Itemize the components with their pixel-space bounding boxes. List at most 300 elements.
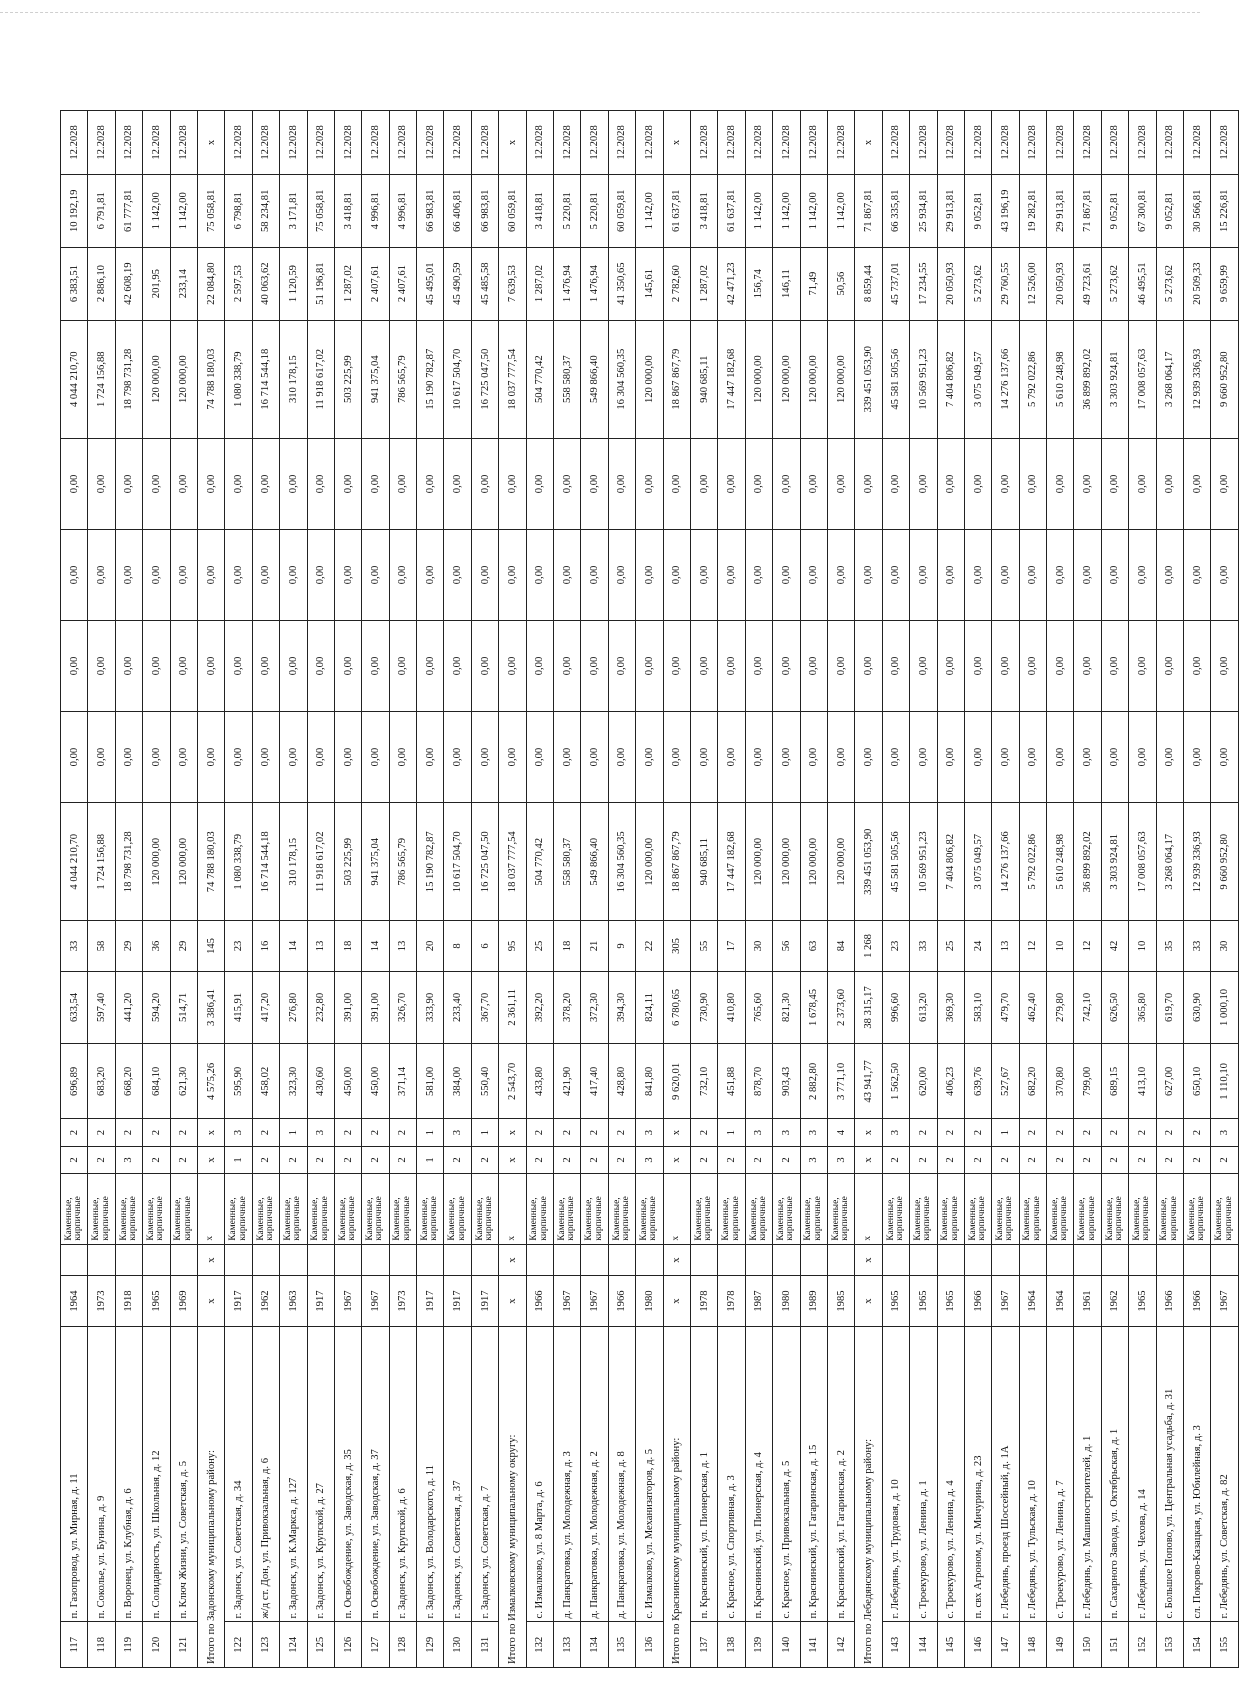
cell-unit-cost: 49 723,61 — [1074, 247, 1101, 320]
cell-fund-regional: 0,00 — [444, 620, 471, 711]
cell-fund-owners: 0,00 — [417, 438, 444, 529]
cell-address: сл. Покрово-Казацкая, ул. Юбилейная, д. 3 — [1184, 1326, 1211, 1622]
cell-total-area: 684,10 — [143, 1044, 170, 1119]
cell-fund-owners: 0,00 — [280, 438, 307, 529]
table-row — [471, 111, 498, 1668]
cell-entrances: 2 — [1047, 1119, 1074, 1146]
cell-living-area: 365,80 — [1129, 971, 1156, 1044]
cell-total-area: 682,20 — [1019, 1044, 1046, 1119]
cell-reconstruction-year — [389, 1244, 416, 1276]
cell-address: с. Измалково, ул. 8 Марта, д. 6 — [526, 1326, 553, 1622]
cell-fund-local: 0,00 — [964, 529, 991, 620]
subtotal-row — [663, 111, 690, 1668]
cell-reconstruction-year — [800, 1244, 827, 1276]
cell-unit-cost: 156,74 — [745, 247, 772, 320]
cell-address: Итого по Краснинскому муниципальному району: — [663, 1326, 690, 1667]
cell-completion-date: 12.2028 — [882, 111, 909, 175]
cell-fund-regional: 0,00 — [1047, 620, 1074, 711]
table-row — [444, 111, 471, 1668]
cell-year-built: 1965 — [910, 1276, 937, 1326]
cell-address: п. Сахарного Завода, ул. Октябрьская, д. 1 — [1101, 1326, 1128, 1622]
cell-unit-cost-limit: 60 059,81 — [608, 174, 635, 247]
cell-reconstruction-year — [170, 1244, 197, 1276]
table-body — [61, 111, 1239, 1668]
cell-total-area: 595,90 — [225, 1044, 252, 1119]
cell-floors: 3 — [636, 1146, 663, 1173]
cell-unit-cost-limit: 1 142,00 — [636, 174, 663, 247]
cell-unit-cost: 46 495,51 — [1129, 247, 1156, 320]
cell-fund-local: 0,00 — [773, 529, 800, 620]
cell-living-area: 626,50 — [1101, 971, 1128, 1044]
cell-reconstruction-year — [608, 1244, 635, 1276]
cell-wall-material: Каменные, кирпичные — [1211, 1174, 1238, 1245]
cell-fund-federal: 0,00 — [115, 712, 142, 803]
cell-row-number: 133 — [554, 1622, 581, 1668]
cell-unit-cost-limit: 5 220,81 — [581, 174, 608, 247]
cell-unit-cost-limit: 19 282,81 — [1019, 174, 1046, 247]
cell-entrances: 2 — [937, 1119, 964, 1146]
cell-unit-cost-limit: 66 983,81 — [417, 174, 444, 247]
cell-unit-cost: 40 063,62 — [252, 247, 279, 320]
cell-residents: 30 — [745, 921, 772, 971]
cell-total-area: 428,80 — [608, 1044, 635, 1119]
cell-residents: 95 — [499, 921, 526, 971]
cell-residents: 24 — [964, 921, 991, 971]
cell-reconstruction-year — [718, 1244, 745, 1276]
cell-fund-federal: 0,00 — [910, 712, 937, 803]
cell-fund-owners: 0,00 — [554, 438, 581, 529]
cell-living-area: 730,90 — [690, 971, 717, 1044]
cell-unit-cost-limit: 1 142,00 — [827, 174, 854, 247]
table-row — [280, 111, 307, 1668]
table-row — [1074, 111, 1101, 1668]
cell-unit-cost: 17 234,55 — [910, 247, 937, 320]
cell-total-cost: 5 610 248,98 — [1047, 803, 1074, 921]
cell-fund-regional: 0,00 — [1019, 620, 1046, 711]
cell-reconstruction-year — [1101, 1244, 1128, 1276]
cell-entrances: 1 — [417, 1119, 444, 1146]
cell-fund-owners: 0,00 — [1156, 438, 1183, 529]
cell-fund-federal: 0,00 — [636, 712, 663, 803]
cell-floors: 2 — [362, 1146, 389, 1173]
cell-total-area: 413,10 — [1129, 1044, 1156, 1119]
cell-reconstruction-year — [88, 1244, 115, 1276]
cell-total-cost: 17 447 182,68 — [718, 803, 745, 921]
cell-total-cost: 504 770,42 — [526, 803, 553, 921]
cell-wall-material: Каменные, кирпичные — [554, 1174, 581, 1245]
cell-year-built: 1966 — [964, 1276, 991, 1326]
cell-completion-date: 12.2028 — [334, 111, 361, 175]
cell-row-number: 155 — [1211, 1622, 1238, 1668]
cell-floors: 1 — [417, 1146, 444, 1173]
cell-residents: 25 — [526, 921, 553, 971]
cell-unit-cost: 5 273,62 — [1101, 247, 1128, 320]
cell-completion-date: 12.2028 — [1211, 111, 1238, 175]
cell-fund-owners: 0,00 — [499, 438, 526, 529]
cell-living-area: 514,71 — [170, 971, 197, 1044]
cell-total-cost: 120 000,00 — [143, 803, 170, 921]
cell-entrances: 1 — [992, 1119, 1019, 1146]
cell-unit-cost-limit: 1 142,00 — [745, 174, 772, 247]
cell-total-cost: 74 788 180,03 — [197, 803, 224, 921]
cell-living-area: 613,20 — [910, 971, 937, 1044]
cell-fund-local: 0,00 — [526, 529, 553, 620]
cell-total-area: 43 941,77 — [855, 1044, 882, 1119]
cell-fund-local: 0,00 — [663, 529, 690, 620]
cell-floors: 2 — [143, 1146, 170, 1173]
cell-fund-owners: 0,00 — [115, 438, 142, 529]
cell-fund-local: 0,00 — [992, 529, 1019, 620]
cell-completion-date: 12.2028 — [800, 111, 827, 175]
cell-entrances: 1 — [718, 1119, 745, 1146]
cell-unit-cost: 2 407,61 — [389, 247, 416, 320]
cell-address: г. Лебедянь, ул. Машиностроителей, д. 1 — [1074, 1326, 1101, 1622]
cell-floors: 3 — [115, 1146, 142, 1173]
cell-completion-date: 12.2028 — [910, 111, 937, 175]
cell-fund-owners: 0,00 — [1047, 438, 1074, 529]
cell-entrances: 3 — [745, 1119, 772, 1146]
cell-reconstruction-year — [910, 1244, 937, 1276]
cell-year-built: x — [855, 1276, 882, 1326]
cell-unit-cost-limit: 66 406,81 — [444, 174, 471, 247]
cell-wall-material: Каменные, кирпичные — [1047, 1174, 1074, 1245]
cell-fund-owners: 0,00 — [910, 438, 937, 529]
cell-fund-owner-contributions: 16 725 047,50 — [471, 320, 498, 438]
cell-unit-cost: 5 273,62 — [964, 247, 991, 320]
cell-address: с. Красное, ул. Спортивная, д. 3 — [718, 1326, 745, 1622]
cell-fund-owners: 0,00 — [718, 438, 745, 529]
cell-total-area: 650,10 — [1184, 1044, 1211, 1119]
cell-fund-owner-contributions: 3 268 064,17 — [1156, 320, 1183, 438]
cell-year-built: 1964 — [1047, 1276, 1074, 1326]
cell-floors: 2 — [307, 1146, 334, 1173]
cell-fund-federal: 0,00 — [1101, 712, 1128, 803]
cell-fund-owners: 0,00 — [307, 438, 334, 529]
cell-fund-regional: 0,00 — [252, 620, 279, 711]
cell-unit-cost-limit: 1 142,00 — [773, 174, 800, 247]
cell-year-built: 1967 — [581, 1276, 608, 1326]
cell-wall-material: Каменные, кирпичные — [745, 1174, 772, 1245]
cell-living-area: 583,10 — [964, 971, 991, 1044]
cell-unit-cost-limit: 6 791,81 — [88, 174, 115, 247]
cell-wall-material: Каменные, кирпичные — [1156, 1174, 1183, 1245]
cell-address: с. Красное, ул. Привокзальная, д. 5 — [773, 1326, 800, 1622]
cell-total-area: 451,88 — [718, 1044, 745, 1119]
cell-living-area: 326,70 — [389, 971, 416, 1044]
cell-completion-date: 12.2028 — [471, 111, 498, 175]
cell-floors: 2 — [471, 1146, 498, 1173]
cell-completion-date: 12.2028 — [280, 111, 307, 175]
cell-wall-material: Каменные, кирпичные — [280, 1174, 307, 1245]
cell-unit-cost-limit: 9 052,81 — [1101, 174, 1128, 247]
cell-wall-material: Каменные, кирпичные — [61, 1174, 88, 1245]
cell-row-number: 132 — [526, 1622, 553, 1668]
cell-fund-local: 0,00 — [608, 529, 635, 620]
cell-completion-date: 12.2028 — [444, 111, 471, 175]
cell-floors: x — [197, 1146, 224, 1173]
cell-entrances: 3 — [225, 1119, 252, 1146]
cell-floors: 2 — [882, 1146, 909, 1173]
cell-fund-owners: 0,00 — [61, 438, 88, 529]
cell-reconstruction-year — [882, 1244, 909, 1276]
cell-fund-local: 0,00 — [1019, 529, 1046, 620]
subtotal-row — [197, 111, 224, 1668]
cell-reconstruction-year — [1156, 1244, 1183, 1276]
cell-year-built: 1967 — [334, 1276, 361, 1326]
cell-year-built: 1966 — [526, 1276, 553, 1326]
cell-fund-local: 0,00 — [334, 529, 361, 620]
cell-wall-material: Каменные, кирпичные — [581, 1174, 608, 1245]
cell-fund-federal: 0,00 — [1047, 712, 1074, 803]
cell-residents: 56 — [773, 921, 800, 971]
cell-total-area: 458,02 — [252, 1044, 279, 1119]
cell-wall-material: Каменные, кирпичные — [690, 1174, 717, 1245]
cell-entrances: 2 — [964, 1119, 991, 1146]
cell-total-cost: 549 866,40 — [581, 803, 608, 921]
cell-floors: 2 — [1101, 1146, 1128, 1173]
cell-total-cost: 12 939 336,93 — [1184, 803, 1211, 921]
cell-address: д. Панкратовка, ул. Молодежная, д. 3 — [554, 1326, 581, 1622]
cell-address: Итого по Лебедянскому муниципальному району: — [855, 1326, 882, 1667]
cell-reconstruction-year — [280, 1244, 307, 1276]
cell-total-area: 878,70 — [745, 1044, 772, 1119]
cell-year-built: 1917 — [307, 1276, 334, 1326]
cell-living-area: 367,70 — [471, 971, 498, 1044]
cell-total-area: 683,20 — [88, 1044, 115, 1119]
cell-fund-local: 0,00 — [1101, 529, 1128, 620]
cell-completion-date: 12.2028 — [1074, 111, 1101, 175]
cell-fund-regional: 0,00 — [937, 620, 964, 711]
cell-fund-local: 0,00 — [499, 529, 526, 620]
cell-address: ж/д ст. Дон, ул. Привокзальная, д. 6 — [252, 1326, 279, 1622]
cell-living-area: 6 780,65 — [663, 971, 690, 1044]
cell-unit-cost: 41 350,65 — [608, 247, 635, 320]
table-row — [307, 111, 334, 1668]
cell-fund-owner-contributions: 120 000,00 — [143, 320, 170, 438]
cell-fund-federal: 0,00 — [882, 712, 909, 803]
cell-total-cost: 16 304 560,35 — [608, 803, 635, 921]
cell-fund-local: 0,00 — [362, 529, 389, 620]
table-row — [773, 111, 800, 1668]
cell-fund-federal: 0,00 — [1129, 712, 1156, 803]
cell-reconstruction-year — [581, 1244, 608, 1276]
cell-unit-cost-limit: 75 058,81 — [197, 174, 224, 247]
table-row — [992, 111, 1019, 1668]
cell-completion-date: 12.2028 — [608, 111, 635, 175]
cell-floors: 2 — [334, 1146, 361, 1173]
cell-address: п. Газопровод, ул. Мирная, д. 11 — [61, 1326, 88, 1622]
cell-fund-owner-contributions: 17 008 057,63 — [1129, 320, 1156, 438]
cell-total-area: 668,20 — [115, 1044, 142, 1119]
cell-unit-cost-limit: 61 637,81 — [718, 174, 745, 247]
table-row — [225, 111, 252, 1668]
cell-completion-date: 12.2028 — [143, 111, 170, 175]
cell-unit-cost: 45 737,01 — [882, 247, 909, 320]
cell-unit-cost-limit: 66 335,81 — [882, 174, 909, 247]
table-row — [1156, 111, 1183, 1668]
cell-address: п. Краснинский, ул. Гагаринская, д. 15 — [800, 1326, 827, 1622]
subtotal-row — [499, 111, 526, 1668]
cell-living-area: 742,10 — [1074, 971, 1101, 1044]
cell-residents: 63 — [800, 921, 827, 971]
cell-wall-material: Каменные, кирпичные — [143, 1174, 170, 1245]
cell-entrances: 2 — [115, 1119, 142, 1146]
cell-fund-federal: 0,00 — [718, 712, 745, 803]
cell-total-cost: 1 080 338,79 — [225, 803, 252, 921]
cell-year-built: 1969 — [170, 1276, 197, 1326]
cell-fund-regional: 0,00 — [115, 620, 142, 711]
cell-wall-material: Каменные, кирпичные — [417, 1174, 444, 1245]
cell-entrances: x — [499, 1119, 526, 1146]
cell-fund-local: 0,00 — [581, 529, 608, 620]
cell-living-area: 417,20 — [252, 971, 279, 1044]
cell-fund-owner-contributions: 12 939 336,93 — [1184, 320, 1211, 438]
cell-unit-cost-limit: 43 196,19 — [992, 174, 1019, 247]
cell-fund-local: 0,00 — [554, 529, 581, 620]
cell-living-area: 479,70 — [992, 971, 1019, 1044]
cell-total-cost: 4 044 210,70 — [61, 803, 88, 921]
cell-entrances: 1 — [280, 1119, 307, 1146]
cell-living-area: 1 000,10 — [1211, 971, 1238, 1044]
cell-fund-owner-contributions: 120 000,00 — [800, 320, 827, 438]
table-row — [554, 111, 581, 1668]
table-row — [389, 111, 416, 1668]
cell-total-area: 581,00 — [417, 1044, 444, 1119]
cell-fund-owner-contributions: 1 080 338,79 — [225, 320, 252, 438]
cell-year-built: 1967 — [1211, 1276, 1238, 1326]
cell-reconstruction-year — [773, 1244, 800, 1276]
cell-fund-owners: 0,00 — [964, 438, 991, 529]
cell-residents: 13 — [389, 921, 416, 971]
cell-completion-date: x — [197, 111, 224, 175]
cell-total-cost: 18 798 731,28 — [115, 803, 142, 921]
cell-unit-cost: 146,11 — [773, 247, 800, 320]
cell-fund-owners: 0,00 — [526, 438, 553, 529]
cell-fund-owners: 0,00 — [581, 438, 608, 529]
cell-entrances: 1 — [471, 1119, 498, 1146]
cell-year-built: 1980 — [773, 1276, 800, 1326]
cell-entrances: 2 — [1184, 1119, 1211, 1146]
cell-fund-local: 0,00 — [1184, 529, 1211, 620]
cell-unit-cost-limit: 15 226,81 — [1211, 174, 1238, 247]
cell-total-cost: 17 008 057,63 — [1129, 803, 1156, 921]
cell-total-area: 627,00 — [1156, 1044, 1183, 1119]
cell-unit-cost: 201,95 — [143, 247, 170, 320]
cell-reconstruction-year — [1047, 1244, 1074, 1276]
table-row — [718, 111, 745, 1668]
cell-residents: 16 — [252, 921, 279, 971]
cell-total-area: 421,90 — [554, 1044, 581, 1119]
cell-entrances: 2 — [1101, 1119, 1128, 1146]
cell-unit-cost-limit: 61 637,81 — [663, 174, 690, 247]
cell-residents: 12 — [1074, 921, 1101, 971]
cell-year-built: 1967 — [362, 1276, 389, 1326]
cell-floors: 2 — [1211, 1146, 1238, 1173]
cell-living-area: 594,20 — [143, 971, 170, 1044]
cell-completion-date: 12.2028 — [417, 111, 444, 175]
table-row — [115, 111, 142, 1668]
cell-fund-owners: 0,00 — [143, 438, 170, 529]
cell-fund-federal: 0,00 — [526, 712, 553, 803]
table-row — [61, 111, 88, 1668]
cell-entrances: 2 — [1156, 1119, 1183, 1146]
cell-floors: 2 — [280, 1146, 307, 1173]
cell-address: г. Лебедянь, ул. Трудовая, д. 10 — [882, 1326, 909, 1622]
cell-fund-owners: 0,00 — [827, 438, 854, 529]
cell-fund-owners: 0,00 — [855, 438, 882, 529]
cell-unit-cost-limit: 30 566,81 — [1184, 174, 1211, 247]
cell-fund-regional: 0,00 — [499, 620, 526, 711]
cell-year-built: 1967 — [554, 1276, 581, 1326]
cell-unit-cost: 1 287,02 — [334, 247, 361, 320]
cell-row-number: 144 — [910, 1622, 937, 1668]
cell-fund-owner-contributions: 3 303 924,81 — [1101, 320, 1128, 438]
cell-total-area: 621,30 — [170, 1044, 197, 1119]
cell-living-area: 824,11 — [636, 971, 663, 1044]
cell-fund-regional: 0,00 — [773, 620, 800, 711]
cell-unit-cost-limit: 1 142,00 — [800, 174, 827, 247]
cell-fund-owners: 0,00 — [334, 438, 361, 529]
cell-living-area: 410,80 — [718, 971, 745, 1044]
cell-living-area: 394,30 — [608, 971, 635, 1044]
cell-address: п. Краснинский, ул. Пионерская, д. 1 — [690, 1326, 717, 1622]
cell-residents: 18 — [554, 921, 581, 971]
cell-wall-material: Каменные, кирпичные — [1019, 1174, 1046, 1245]
cell-fund-owner-contributions: 36 899 892,02 — [1074, 320, 1101, 438]
cell-fund-local: 0,00 — [389, 529, 416, 620]
cell-fund-federal: 0,00 — [1156, 712, 1183, 803]
cell-address: п. Воронец, ул. Клубная, д. 6 — [115, 1326, 142, 1622]
cell-fund-owner-contributions: 17 447 182,68 — [718, 320, 745, 438]
cell-completion-date: 12.2028 — [636, 111, 663, 175]
cell-completion-date: 12.2028 — [1184, 111, 1211, 175]
cell-entrances: x — [855, 1119, 882, 1146]
cell-reconstruction-year — [1019, 1244, 1046, 1276]
cell-floors: 2 — [992, 1146, 1019, 1173]
cell-unit-cost: 20 509,33 — [1184, 247, 1211, 320]
cell-residents: 55 — [690, 921, 717, 971]
cell-living-area: 633,54 — [61, 971, 88, 1044]
cell-residents: 58 — [88, 921, 115, 971]
cell-total-cost: 10 617 504,70 — [444, 803, 471, 921]
cell-address: п. Ключ Жизни, ул. Советская, д. 5 — [170, 1326, 197, 1622]
cell-living-area: 369,30 — [937, 971, 964, 1044]
cell-unit-cost: 1 120,59 — [280, 247, 307, 320]
cell-address: с. Большое Попово, ул. Центральная усадьба, д. 31 — [1156, 1326, 1183, 1622]
cell-unit-cost-limit: 67 300,81 — [1129, 174, 1156, 247]
cell-fund-owner-contributions: 120 000,00 — [745, 320, 772, 438]
cell-fund-federal: 0,00 — [471, 712, 498, 803]
cell-row-number: 136 — [636, 1622, 663, 1668]
cell-total-cost: 15 190 782,87 — [417, 803, 444, 921]
cell-year-built: 1966 — [1156, 1276, 1183, 1326]
cell-address: г. Задонск, ул. Советская, д. 37 — [444, 1326, 471, 1622]
cell-unit-cost-limit: 9 052,81 — [1156, 174, 1183, 247]
cell-row-number: 150 — [1074, 1622, 1101, 1668]
cell-fund-owner-contributions: 10 569 951,23 — [910, 320, 937, 438]
cell-fund-owner-contributions: 11 918 617,02 — [307, 320, 334, 438]
cell-fund-owner-contributions: 4 044 210,70 — [61, 320, 88, 438]
cell-completion-date: 12.2028 — [964, 111, 991, 175]
cell-living-area: 619,70 — [1156, 971, 1183, 1044]
table-row — [252, 111, 279, 1668]
cell-year-built: 1966 — [608, 1276, 635, 1326]
cell-address: г. Лебедянь, ул. Чехова, д. 14 — [1129, 1326, 1156, 1622]
cell-unit-cost-limit: 75 058,81 — [307, 174, 334, 247]
cell-year-built: 1918 — [115, 1276, 142, 1326]
cell-residents: 17 — [718, 921, 745, 971]
cell-row-number: 153 — [1156, 1622, 1183, 1668]
